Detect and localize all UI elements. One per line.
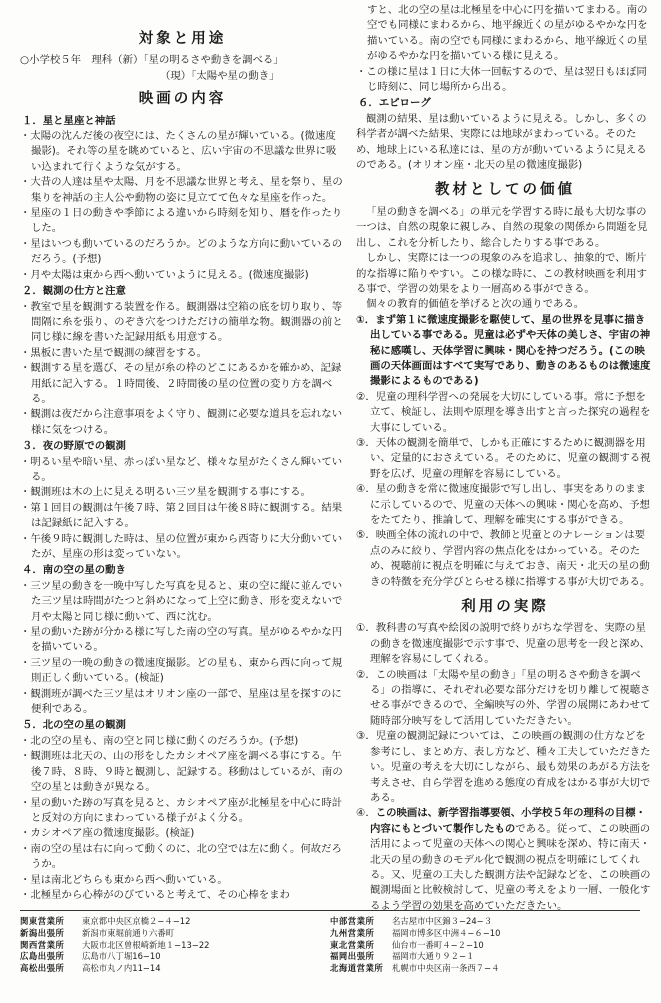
section-heading: ２．観測の仕方と注意 — [22, 285, 126, 298]
list-item: ・ 観測班が調べた三ツ星はオリオン座の一部で、星座は星を探すのに便利である。 — [20, 687, 345, 718]
target-title: 対象と用途 — [138, 31, 227, 47]
office-name: 関東営業所 — [20, 916, 65, 926]
value-paragraph-1: 「星の動きを調べる」の単元を学習する時に最も大切な事の一つは、自然の現象に親しみ、自然の現象の関係から問題を見出し、これを分析したり、総合したりする事である。 — [356, 205, 648, 249]
list-item: ・ 月や太陽は東から西へ動いていように見える。(微速度撮影) — [20, 268, 345, 283]
list-item: ・ 第１回目の観測は午後７時、第２回目は午後８時に観測する。結果は記録紙に記入する。 — [20, 501, 345, 532]
list-item: ・ 明るい星や暗い星、赤っぽい星など、様々な星がたくさん輝いている。 — [20, 455, 345, 486]
office-name: 北海道営業所 — [330, 963, 384, 974]
list-item: ・ 観測は夜だから注意事項をよく守り、観測に必要な道具を忘れない様に気をつける。 — [20, 407, 345, 438]
usage-item: ④．この映画は、新学習指導要領、小学校５年の理科の目標・内容にもとづいて製作したものである。従って、この映画の活用によって児童の天体への関心と興味を深め、特に南天・北天の星の動きのモデル化で観測の視点を明確にしてくれる。又、児童の工夫した観測方法や記録などを、この映画の観測場面と比較検討して、児童の考えをより一層、一般化するよう学習の効果を高めていただきたい。 — [356, 807, 651, 912]
office-row — [20, 928, 640, 940]
usage-item: ③．児童の観測記録については、この映画の観測の仕方などを参考にし、まとめ方、表し方など、種々工夫していただきたい。児童の考えを大切にしながら、最も効果のあがる方法を考えさせ、自ら学習を進める態度の育成をはかる事が大切である。 — [356, 730, 651, 804]
office-name: 高松出張所 — [20, 963, 65, 974]
section-heading: ６．エピローグ — [358, 97, 431, 110]
list-item: ・ 黒板に書いた星で観測の練習をする。 — [20, 346, 345, 361]
office-name: 福岡出張所 — [330, 951, 375, 962]
list-item: ・ 南の空の星は右に向って動くのに、北の空では左に動く。何故だろうか。 — [20, 842, 345, 873]
list-item: ・ 星の動いた跡が分かる様に写した南の空の写真。星がゆるやかな円を描いている。 — [20, 625, 345, 656]
office-row — [20, 963, 640, 975]
office-directory — [20, 910, 640, 975]
office-address: 東京都中央区京橋２−４−12 — [82, 916, 191, 926]
list-item: ・ 星座の１日の動きや季節による違いから時刻を知り、暦を作ったりした。 — [20, 206, 345, 237]
value-paragraph-3: 個々の教育的価値を挙げると次の通りである。 — [366, 298, 585, 311]
left-column — [20, 28, 345, 903]
section-heading: ３．夜の野原での観測 — [22, 440, 126, 453]
usage-title: 利用の実際 — [461, 599, 549, 616]
value-item: ⑤．映画全体の流れの中で、教師と児童とのナレーションは要点のみに絞り、学習内容の焦点化をはかっている。そのため、視聴前に視点を明確に与えておき、南天・北天の星の動きの特徴を充分学びとらせる様に指導する事が大切である。 — [356, 529, 651, 588]
list-item: ・ 北の空の星も、南の空と同じ様に動くのだろうか。(予想) — [20, 734, 345, 749]
value-item: ①．まず第１に微速度撮影を駆使して、星の世界を見事に描き出している事である。児童は必ずや天体の美しさ、宇宙の神秘に感嘆し、天体学習に興味・関心を持つだろう。(この映画の天体画面はすべて実写であり、動きのあるものは微速度撮影によるものである) — [356, 313, 651, 388]
list-item: ・ 三ツ星の動きを一晩中写した写真を見ると、東の空に縦に並んでいた三ツ星は時間がたつと斜めになって上空に動き、形を変えないで月や太陽と同じ様に動いて、西に沈む。 — [20, 579, 345, 625]
list-item: ・ 星の動いた跡の写真を見ると、カシオペア座が北極星を中心に時計と反対の方向にまわっている様子がよく分る。 — [20, 796, 345, 827]
usage-item: ①．教科書の写真や絵図の説明で終りがちな学習を、実際の星の動きを微速度撮影で示す事で、児童の思考を一段と深め、理解を容易にしてくれる。 — [356, 622, 650, 666]
office-address: 新潟市東堀前通り六番町 — [82, 927, 175, 938]
target-line-1: ○小学校５年 理科（新）「星の明るさや動きを調べる」 — [20, 54, 284, 67]
office-name: 九州営業所 — [330, 927, 375, 938]
list-item: ・ この様に星は１日に大体一回転するので、星は翌日もほぼ同じ時刻に、同じ場所から出る。 — [356, 65, 654, 96]
value-item: ②．児童の理科学習への発展を大切にしている事。常に予想を立て、検証し、法則や原理を導き出すと言った探究の過程を大事にしている。 — [356, 390, 651, 434]
list-item: ・ 星はいつも動いているのだろうか。どのような方向に動いているのだろう。(予想) — [20, 237, 345, 268]
value-paragraph-2: しかし、実際には一つの現象のみを追求し、抽象的で、断片的な指導に陥りやすい。この様な時に、この教材映画を利用する事で、学習の効果をより一層高める事ができる。 — [356, 252, 647, 295]
section-heading: ５．北の空の星の観測 — [22, 719, 126, 732]
office-row — [20, 940, 640, 952]
list-item: ・ 大昔の人達は星や太陽、月を不思議な世界と考え、星を祭り、星の集りを神話の主人公や動物の姿に見立てて色々な星座を作った。 — [20, 175, 345, 206]
office-name: 新潟出張所 — [20, 927, 65, 938]
list-item: ・ 観測する星を選び、その星が糸の枠のどこにあるかを確かめ、記録用紙に記入する。１時間後、２時間後の星の位置の変り方を調べる。 — [20, 361, 345, 407]
office-name: 中部営業所 — [330, 916, 375, 926]
list-item: ・ 北極星から心棒がのびていると考えて、その心棒をまわ — [20, 888, 345, 903]
office-name: 広島出張所 — [20, 951, 65, 962]
office-address: 福岡市博多区中洲４−６−10 — [392, 927, 501, 938]
list-item: ・ 教室で星を観測する装置を作る。観測器は空箱の底を切り取り、等間隔に糸を張り、のぞき穴をつけただけの簡単な物。観測器の前と同じ様に線を書いた記録用紙も用意する。 — [20, 300, 345, 346]
value-item: ③．天体の観測を簡単で、しかも正確にするために観測器を用い、定量的におさえている。そのために、児童の観測する視野を広げ、児童の理解を容易にしている。 — [356, 436, 651, 480]
office-address: 高松市丸ノ内11−14 — [82, 963, 161, 974]
office-address: 名古屋市中区錦３−24−３ — [392, 916, 493, 926]
usage-item: ②．この映画は「太陽や星の動き」「星の明るさや動きを調べる」の指導に、それぞれ必要な部分だけを切り離して視聴させる事ができるので、全編映写の外、学習の展開にあわせて随時部分映写をして活用していただきたい。 — [356, 668, 651, 727]
office-address: 札幌市中央区南一条西７−４ — [392, 963, 500, 974]
list-item: ・ 星は南北どちらも東から西へ動いている。 — [20, 873, 345, 888]
value-item: ④．星の動きを常に微速度撮影で写し出し、事実をありのままに示しているので、児童の天体への興味・関心を高め、予想をたてたり、推論して、理解を確実にする事ができる。 — [356, 483, 650, 526]
section-heading: １．星と星座と神話 — [22, 114, 116, 127]
office-address: 大阪市北区曽根崎新地１−13−22 — [82, 939, 210, 950]
section-heading: ４．南の空の星の動き — [22, 564, 126, 577]
office-address: 広島市八丁堀16−10 — [82, 951, 161, 962]
office-address: 仙台市一番町４−２−10 — [392, 939, 484, 950]
right-column — [356, 3, 654, 914]
office-address: 福岡市大通り９２−１ — [392, 951, 475, 962]
list-item: ・ 三ツ星の一晩の動きの微速度撮影。どの星も、東から西に向って規則正しく動いている。(検証) — [20, 656, 345, 687]
list-item: ・ カシオペア座の微速度撮影。(検証) — [20, 826, 345, 841]
list-item: ・ 観測班は北天の、山の形をしたカシオペア座を調べる事にする。午後７時、８時、９時と観測し、記録する。移動はしているが、南の空の星とは動きが異なる。 — [20, 749, 345, 795]
contents-title: 映画の内容 — [138, 91, 227, 108]
office-name: 関西営業所 — [20, 939, 65, 950]
target-line-2: （現）「太陽や星の動き」 — [160, 69, 280, 82]
value-title: 教材としての価値 — [435, 182, 575, 199]
office-row — [20, 916, 640, 928]
list-item: ・ 午後９時に観測した時は、星の位置が東から西寄りに大分動いていたが、星座の形は変っていない。 — [20, 532, 345, 563]
usage-bold-lead: この映画は、新学習指導要領、小学校５年の理科の目標・内容にもとづいて製作したもの — [370, 807, 646, 835]
list-item-continued: すと、北の空の星は北極星を中心に円を描いてまわる。南の空でも同様にまわるから、地平線近くの星がゆるやかな円を描いている。南の空でも同様にまわるから、地平線近くの星がゆるやかな円を描いている様に見える。 — [367, 4, 648, 63]
office-row — [20, 951, 640, 963]
office-name: 東北営業所 — [330, 939, 375, 950]
list-item: ・ 太陽の沈んだ後の夜空には、たくさんの星が輝いている。(微速度撮影)。それ等の星を眺めていると、広い宇宙の不思議な世界に吸い込まれて行くような気がする。 — [20, 129, 345, 175]
list-item: ・ 観測班は木の上に見える明るい三ツ星を観測する事にする。 — [20, 485, 345, 500]
epilogue-paragraph: 観測の結果、星は動いているように見える。しかし、多くの科学者が調べた結果、実際には地球がまわっている。そのため、地球上にいる私達には、星の方が動いているように見えるのである。(オリオン座・北天の星の微速度撮影) — [356, 112, 647, 172]
